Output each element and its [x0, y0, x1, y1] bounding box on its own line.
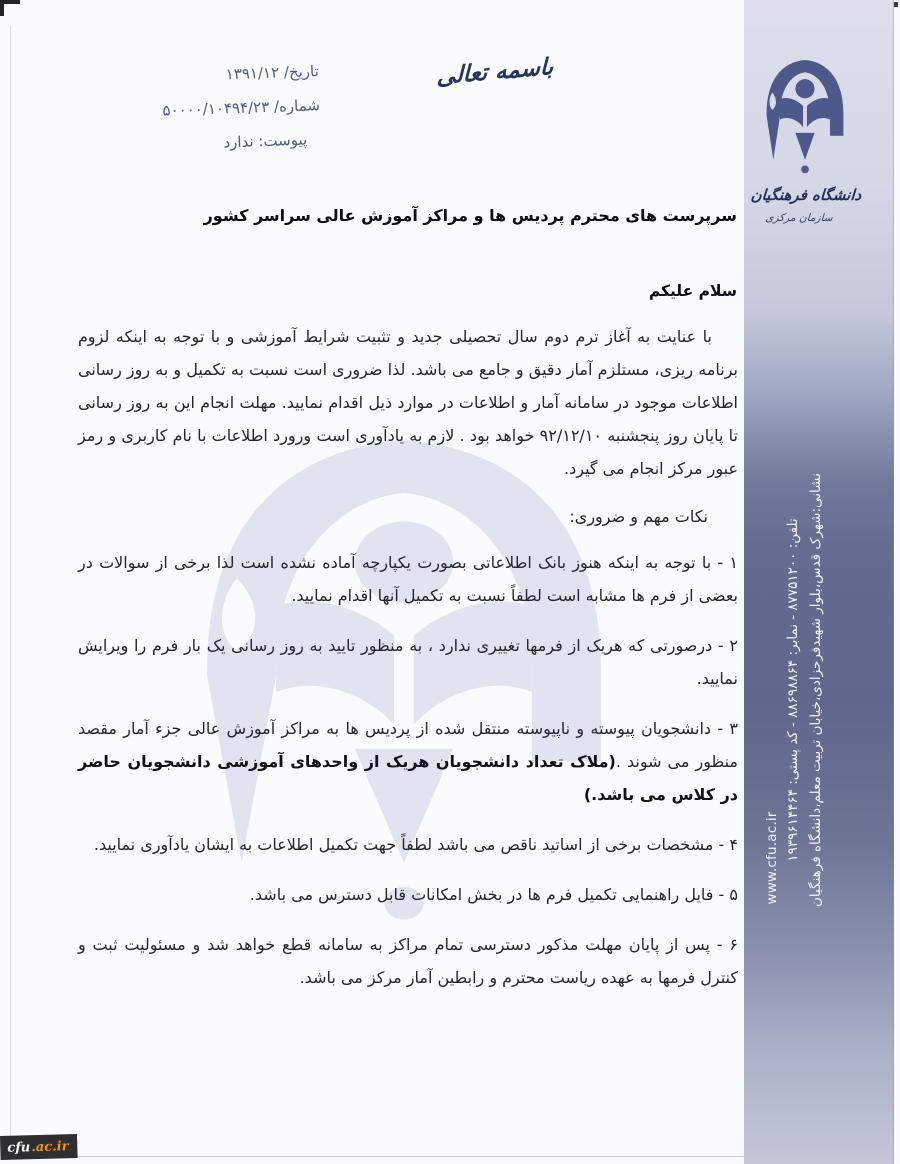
letterhead-website: www.cfu.ac.ir [764, 811, 780, 905]
university-organization: سازمان مرکزی [764, 212, 834, 224]
letter-attachment: پیوست: ندارد [223, 130, 308, 152]
note-item-3-text: ۳ - دانشجویان پیوسته و ناپیوسته منتقل شده از پردیس ها به مراکز آموزش عالی جزء آمار مقصد منظور می شوند . [78, 719, 738, 771]
note-item-1: ۱ - با توجه به اینکه هنوز بانک اطلاعاتی بصورت یکپارچه آماده نشده است لذا برخی از سوالات در بعضی از فرم ها مشابه است لطفاً نسبت به تکمیل آنها اقدام نمایید. [78, 553, 738, 605]
notes-title: نکات مهم و ضروری: [569, 507, 708, 526]
note-item-3 [78, 712, 738, 811]
university-name: دانشگاه فرهنگیان [750, 186, 862, 204]
letter-number: شماره/ ۵۰۰۰۰/۱۰۴۹۴/۲۳ [162, 96, 321, 120]
recipient-line: سرپرست های محترم پردیس ها و مراکز آموزش عالی سراسر کشور [203, 206, 737, 225]
letter-date: تاریخ/ ۱۳۹۱/۱۲ [225, 62, 320, 84]
note-item-4: ۴ - مشخصات برخی از اساتید ناقص می باشد لطفاً جهت تکمیل اطلاعات به ایشان یادآوری نمایید. [93, 835, 738, 854]
scan-edge-line [10, 26, 11, 1158]
letterhead-phone-fax-postal: تلفن: ۸۷۷۵۱۲۰۰ - نمابر: ۸۸۶۹۸۸۶۴ - کد پستی: ۱۹۳۹۶۱۴۴۶۴ [785, 518, 801, 862]
letterhead-address: نشانی:شهرک قدس،بلوار شهیدفرحزادی،خیابان تربیت معلم،دانشگاه فرهنگیان [808, 473, 824, 907]
note-item-2: ۲ - درصورتی که هریک از فرمها تغییری ندارد ، به منظور تایید به روز رسانی یک بار فرم را ویرایش نمایید. [78, 636, 738, 688]
scan-corner-mark [0, 0, 4, 16]
note-item-6: ۶ - پس از پایان مهلت مذکور دسترسی تمام مراکز به سامانه قطع خواهد شد و مسئولیت ثبت و کنترل فرمها به عهده ریاست محترم و رابطین آمار مرکز می باشد. [78, 935, 738, 987]
letter-meta-block [93, 54, 321, 164]
besmellah-calligraphy: باسمه تعالی [436, 52, 554, 91]
salutation-line: سلام علیکم [648, 282, 737, 300]
note-item-5: ۵ - فایل راهنمایی تکمیل فرم ها در بخش امکانات قابل دسترس می باشد. [249, 885, 738, 904]
badge-prefix: cfu [7, 1139, 31, 1156]
scan-edge-line [893, 0, 894, 1164]
university-logo-icon [757, 56, 853, 181]
intro-paragraph: با عنایت به آغاز ترم دوم سال تحصیلی جدید و تثبیت شرایط آموزشی و با توجه به اینکه لزوم برنامه ریزی، مستلزم آمار دقیق و جامع می باشد. لذا ضروری است نسبت به تکمیل و به روز رسانی اطلاعات موجود در سامانه آمار و اطلاعات در موارد ذیل اقدام نمایید. مهلت انجام این به روز رسانی تا پایان روز پنجشنبه ۹۲/۱۲/۱۰ خواهد بود . لازم به یادآوری است ورورد اطلاعات با نام کاربری و رمز عبور مرکز انجام می گیرد. [78, 327, 738, 478]
scan-edge-line [56, 1156, 856, 1157]
badge-suffix: .ac.ir [31, 1138, 69, 1155]
cfu-site-badge [0, 1134, 78, 1160]
letter-body [78, 320, 738, 1011]
note-item-3-bold: (ملاک تعداد دانشجویان هریک از واحدهای آموزشی دانشجویان حاضر در کلاس می باشد.) [78, 752, 738, 804]
